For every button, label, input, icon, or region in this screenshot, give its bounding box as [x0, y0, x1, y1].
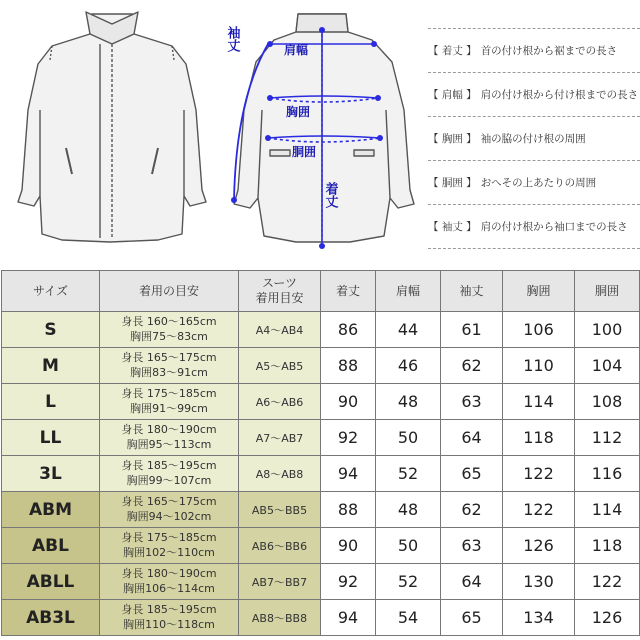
cell-guide [100, 492, 239, 528]
cell-bust: 122 [503, 456, 575, 492]
table-row [2, 528, 640, 564]
cell-size: LL [2, 420, 100, 456]
cell-size: ABL [2, 528, 100, 564]
cell-size: ABM [2, 492, 100, 528]
cell-sleeve: 63 [441, 384, 503, 420]
cell-sleeve: 65 [441, 456, 503, 492]
coat-front-drawing [18, 12, 206, 242]
guide-line: 胸囲102～110cm [123, 545, 215, 559]
header-shoulder: 肩幅 [376, 271, 441, 312]
table-row [2, 312, 640, 348]
cell-waist: 126 [575, 600, 640, 636]
guide-line: 胸囲95～113cm [126, 437, 212, 451]
guide-line: 身長 175～185cm [121, 531, 217, 545]
cell-length: 88 [321, 348, 376, 384]
cell-guide [100, 312, 239, 348]
cell-shoulder: 50 [376, 420, 441, 456]
cell-guide [100, 456, 239, 492]
cell-length: 94 [321, 600, 376, 636]
cell-waist: 100 [575, 312, 640, 348]
chest-label: 胸囲 [286, 105, 311, 119]
cell-sleeve: 61 [441, 312, 503, 348]
guide-line: 胸囲83～91cm [130, 365, 208, 379]
legend-key: 【 着丈 】 [428, 45, 477, 57]
cell-size: L [2, 384, 100, 420]
cell-suit: AB7～BB7 [239, 564, 321, 600]
cell-waist: 114 [575, 492, 640, 528]
guide-line: 身長 180～190cm [121, 567, 217, 581]
cell-size: S [2, 312, 100, 348]
cell-shoulder: 48 [376, 492, 441, 528]
cell-length: 92 [321, 420, 376, 456]
cell-size: AB3L [2, 600, 100, 636]
legend-desc: 首の付け根から裾までの長さ [480, 45, 618, 57]
cell-size: ABLL [2, 564, 100, 600]
legend-key: 【 肩幅 】 [428, 89, 477, 101]
table-row [2, 456, 640, 492]
header-suit [239, 271, 321, 312]
cell-waist: 108 [575, 384, 640, 420]
legend-item-shoulder [428, 73, 640, 117]
cell-shoulder: 52 [376, 564, 441, 600]
table-row [2, 420, 640, 456]
cell-length: 92 [321, 564, 376, 600]
cell-suit: A8～AB8 [239, 456, 321, 492]
legend-item-sleeve [428, 205, 640, 249]
header-length: 着丈 [321, 271, 376, 312]
legend-desc: 袖の脇の付け根の周囲 [480, 133, 586, 145]
legend-key: 【 胴囲 】 [428, 177, 477, 189]
cell-sleeve: 62 [441, 348, 503, 384]
table-header-row [2, 271, 640, 312]
cell-size: 3L [2, 456, 100, 492]
table-row [2, 492, 640, 528]
cell-bust: 118 [503, 420, 575, 456]
shoulder-label: 肩幅 [284, 43, 309, 57]
table-row [2, 600, 640, 636]
header-size: サイズ [2, 271, 100, 312]
cell-shoulder: 44 [376, 312, 441, 348]
cell-sleeve: 62 [441, 492, 503, 528]
cell-length: 90 [321, 384, 376, 420]
cell-sleeve: 65 [441, 600, 503, 636]
cell-shoulder: 54 [376, 600, 441, 636]
diagram-area [0, 0, 640, 268]
cell-suit: A6～AB6 [239, 384, 321, 420]
measurement-legend [428, 28, 640, 249]
guide-line: 胸囲99～107cm [126, 473, 212, 487]
cell-shoulder: 48 [376, 384, 441, 420]
cell-waist: 104 [575, 348, 640, 384]
cell-guide [100, 384, 239, 420]
guide-line: 胸囲91～99cm [130, 401, 208, 415]
cell-shoulder: 52 [376, 456, 441, 492]
size-table [1, 270, 640, 636]
sleeve-label: 袖丈 [224, 26, 240, 52]
guide-line: 身長 175～185cm [121, 387, 217, 401]
cell-bust: 126 [503, 528, 575, 564]
cell-length: 86 [321, 312, 376, 348]
cell-guide [100, 348, 239, 384]
cell-bust: 114 [503, 384, 575, 420]
guide-line: 身長 165～175cm [121, 495, 217, 509]
cell-suit: A4～AB4 [239, 312, 321, 348]
cell-length: 90 [321, 528, 376, 564]
guide-line: 身長 160～165cm [121, 315, 217, 329]
cell-waist: 122 [575, 564, 640, 600]
cell-waist: 116 [575, 456, 640, 492]
cell-length: 88 [321, 492, 376, 528]
cell-bust: 106 [503, 312, 575, 348]
legend-desc: 肩の付け根から袖口までの長さ [480, 221, 628, 233]
cell-guide [100, 564, 239, 600]
cell-suit: A5～AB5 [239, 348, 321, 384]
legend-key: 【 袖丈 】 [428, 221, 477, 233]
guide-line: 身長 185～195cm [121, 603, 217, 617]
cell-suit: AB6～BB6 [239, 528, 321, 564]
legend-desc: おへその上あたりの周囲 [480, 177, 597, 189]
cell-guide [100, 600, 239, 636]
legend-item-waist [428, 161, 640, 205]
guide-line: 胸囲75～83cm [130, 329, 208, 343]
cell-guide [100, 420, 239, 456]
cell-bust: 134 [503, 600, 575, 636]
guide-line: 身長 180～190cm [121, 423, 217, 437]
guide-line: 身長 185～195cm [121, 459, 217, 473]
legend-key: 【 胸囲 】 [428, 133, 477, 145]
table-row [2, 564, 640, 600]
legend-desc: 肩の付け根から付け根までの長さ [480, 89, 639, 101]
guide-line: 身長 165～175cm [121, 351, 217, 365]
header-waist: 胴囲 [575, 271, 640, 312]
header-suit-line2: 着用目安 [255, 291, 304, 305]
cell-bust: 130 [503, 564, 575, 600]
guide-line: 胸囲110～118cm [123, 617, 215, 631]
guide-line: 胸囲106～114cm [123, 581, 215, 595]
table-row [2, 348, 640, 384]
cell-suit: A7～AB7 [239, 420, 321, 456]
cell-sleeve: 64 [441, 564, 503, 600]
cell-waist: 118 [575, 528, 640, 564]
waist-label: 胴囲 [292, 145, 317, 159]
cell-waist: 112 [575, 420, 640, 456]
cell-size: M [2, 348, 100, 384]
length-label: 着丈 [322, 182, 338, 208]
header-suit-line1: スーツ [262, 276, 297, 290]
header-guide: 着用の目安 [100, 271, 239, 312]
cell-sleeve: 63 [441, 528, 503, 564]
guide-line: 胸囲94～102cm [126, 509, 212, 523]
header-bust: 胸囲 [503, 271, 575, 312]
legend-item-chest [428, 117, 640, 161]
cell-guide [100, 528, 239, 564]
cell-bust: 110 [503, 348, 575, 384]
cell-suit: AB8～BB8 [239, 600, 321, 636]
cell-shoulder: 50 [376, 528, 441, 564]
cell-length: 94 [321, 456, 376, 492]
coat-illustration [0, 0, 425, 268]
table-row [2, 384, 640, 420]
cell-bust: 122 [503, 492, 575, 528]
header-sleeve: 袖丈 [441, 271, 503, 312]
size-table-body [2, 312, 640, 636]
cell-sleeve: 64 [441, 420, 503, 456]
cell-shoulder: 46 [376, 348, 441, 384]
legend-item-length [428, 28, 640, 73]
cell-suit: AB5～BB5 [239, 492, 321, 528]
